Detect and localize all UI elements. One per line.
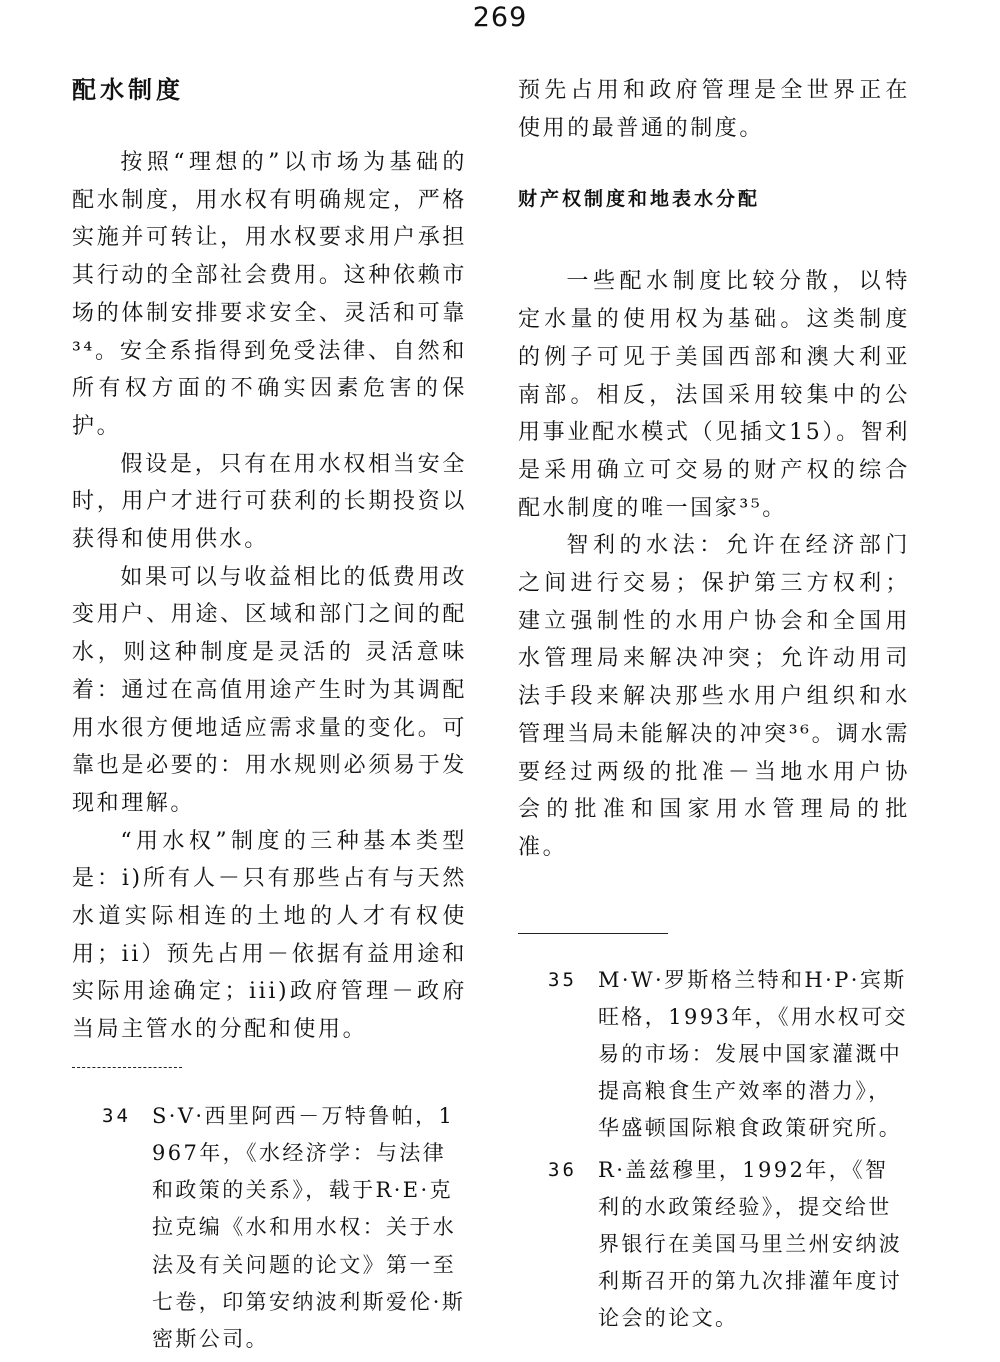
footnote-text: R·盖兹穆里，1992年，《智利的水政策经验》，提交给世界银行在美国马里兰州安纳波利斯召开的第九次排灌年度讨论会的论文。 xyxy=(598,1157,903,1331)
footnote xyxy=(72,1098,467,1358)
footnote-number: 34 xyxy=(102,1104,131,1127)
body-paragraph: “用水权”制度的三种基本类型是：i)所有人－只有那些占有与天然水道实际相连的土地的人才有权使用；ii）预先占用－依据有益用途和实际用途确定；iii)政府管理－政府当局主管水的分配和使用。 xyxy=(72,828,467,1043)
footnote-text: S·V·西里阿西－万特鲁帕，1967年，《水经济学：与法律和政策的关系》，载于R·E·克拉克编《水和用水权：关于水法及有关问题的论文》第一至七卷，印第安纳波利斯爱伦·斯密斯公司。 xyxy=(152,1103,466,1352)
body-paragraph: 假设是，只有在用水权相当安全时，用户才进行可获利的长期投资以获得和使用供水。 xyxy=(72,451,467,553)
section-title: 配水制度 xyxy=(72,75,184,104)
footnote-number: 36 xyxy=(548,1158,577,1181)
left-column xyxy=(72,72,467,1362)
footnote-divider xyxy=(72,1067,182,1068)
page-number: 269 xyxy=(472,2,528,33)
footnote-number: 35 xyxy=(548,968,577,991)
footnote xyxy=(518,1152,910,1338)
body-paragraph: 如果可以与收益相比的低费用改变用户、用途、区域和部门之间的配水，则这种制度是灵活的 灵活意味着：通过在高值用途产生时为其调配用水很方便地适应需求量的变化。可靠也是必要的：用水规则必须易于发现和理解。 xyxy=(72,564,467,816)
body-paragraph: 智利的水法：允许在经济部门之间进行交易；保护第三方权利；建立强制性的水用户协会和全国用水管理局来解决冲突；允许动用司法手段来解决那些水用户组织和水管理当局未能解决的冲突³⁶。调水需要经过两级的批准－当地水用户协会的批准和国家用水管理局的批准。 xyxy=(518,533,910,860)
continuation-paragraph: 预先占用和政府管理是全世界正在使用的最普通的制度。 xyxy=(518,78,910,141)
right-column xyxy=(518,72,910,1342)
body-paragraph: 按照“理想的”以市场为基础的配水制度，用水权有明确规定，严格实施并可转让，用水权要求用户承担其行动的全部社会费用。这种依赖市场的体制安排要求安全、灵活和可靠³⁴。安全系指得到免受法律、自然和所有权方面的不确实因素危害的保护。 xyxy=(72,150,467,439)
footnote xyxy=(518,962,910,1148)
footnote-divider xyxy=(518,933,668,934)
section-title: 财产权制度和地表水分配 xyxy=(518,188,761,211)
body-paragraph: 一些配水制度比较分散，以特定水量的使用权为基础。这类制度的例子可见于美国西部和澳大利亚南部。相反，法国采用较集中的公用事业配水模式（见插文15）。智利是采用确立可交易的财产权的综合配水制度的唯一国家³⁵。 xyxy=(518,269,910,521)
footnote-text: M·W·罗斯格兰特和H·P·宾斯旺格，1993年，《用水权可交易的市场：发展中国家灌溉中提高粮食生产效率的潜力》，华盛顿国际粮食政策研究所。 xyxy=(598,967,908,1141)
